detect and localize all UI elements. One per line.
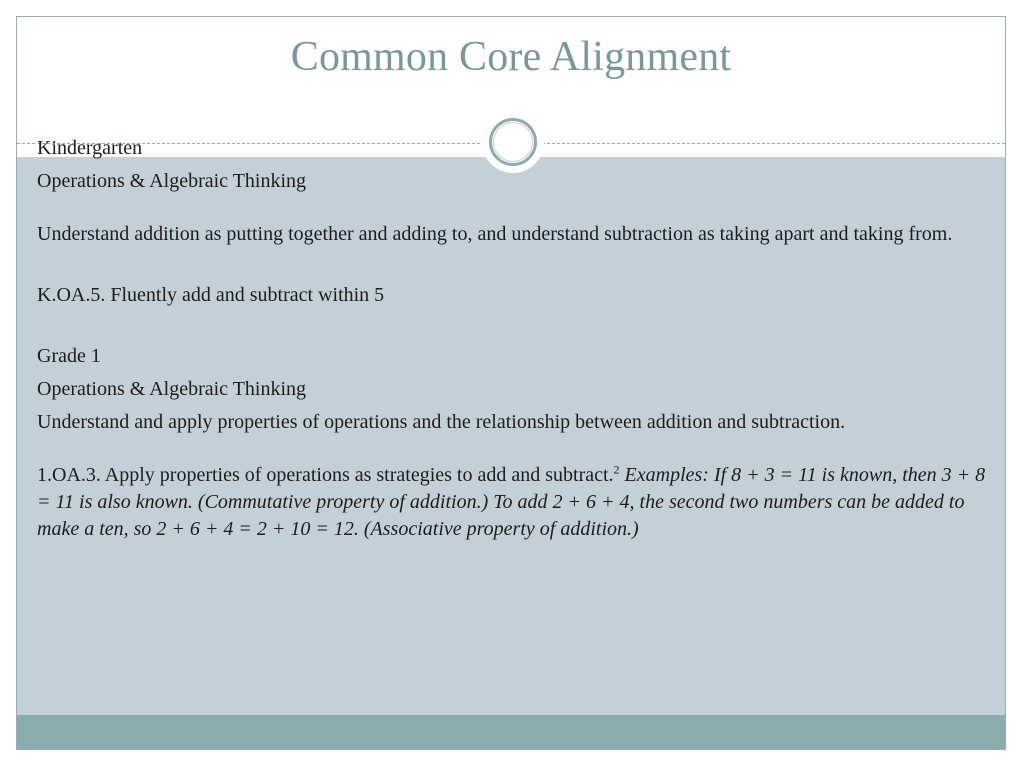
footnote-marker: 2: [613, 462, 620, 477]
slide: [16, 16, 1006, 750]
kindergarten-label: Kindergarten: [37, 137, 143, 159]
grade1-standard-examples: Examples: If 8 + 3 = 11 is known, then 3 + 8 = 11 is also known. (Commutative property of addition.) To add 2 + 6 + 4, the second two numbers can be added to make a ten, so 2 + 6 + 4 = 2 + 10 = 12. (Associative property of addition.): [37, 464, 986, 540]
grade1-domain: Operations & Algebraic Thinking: [37, 378, 307, 400]
grade1-standard-text: 1.OA.3. Apply properties of operations as strategies to add and subtract.: [37, 464, 614, 486]
kindergarten-standard: K.OA.5. Fluently add and subtract within 5: [37, 284, 385, 306]
grade1-label: Grade 1: [37, 345, 101, 367]
kindergarten-cluster: Understand addition as putting together and adding to, and understand subtraction as taking apart and taking from.: [37, 223, 953, 245]
footer-band: [17, 715, 1005, 749]
slide-content: [37, 135, 987, 543]
grade1-standard: [37, 462, 987, 543]
grade1-cluster: Understand and apply properties of operations and the relationship between addition and subtraction.: [37, 411, 846, 433]
kindergarten-domain: Operations & Algebraic Thinking: [37, 170, 307, 192]
slide-title: Common Core Alignment: [290, 34, 732, 80]
